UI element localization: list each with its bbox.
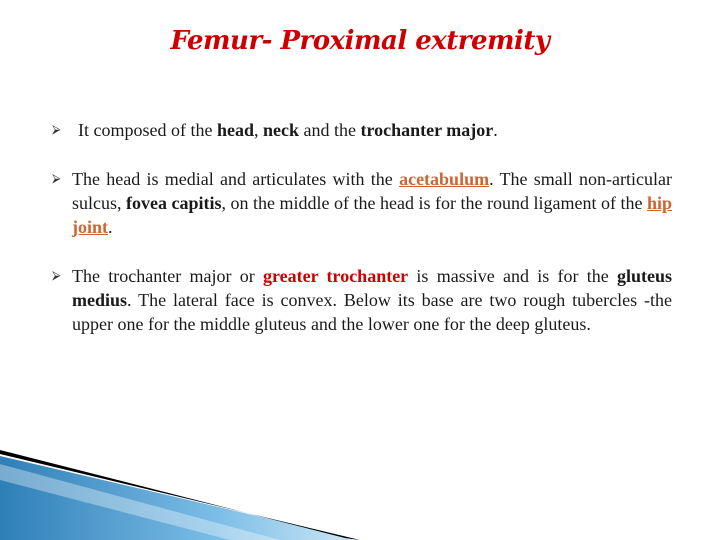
- bullet-item: [52, 167, 672, 239]
- arrow-bullet-icon: ⮚: [52, 268, 61, 282]
- corner-decoration: [0, 450, 360, 540]
- bullet-text: It composed of the head, neck and the trochanter major.: [78, 120, 498, 140]
- hip-joint-link[interactable]: hip joint: [72, 193, 673, 237]
- acetabulum-link[interactable]: acetabulum: [399, 169, 490, 189]
- bullet-text: The head is medial and articulates with the acetabulum. The small non-articular sulcus, fovea capitis, on the middle of the head is for the round ligament of the hip joint.: [72, 169, 673, 237]
- arrow-bullet-icon: ⮚: [52, 171, 61, 185]
- arrow-bullet-icon: ⮚: [52, 122, 61, 136]
- bullet-list: [52, 118, 672, 361]
- bullet-item: [52, 118, 672, 142]
- bullet-text: The trochanter major or greater trochanter is massive and is for the gluteus medius. The lateral face is convex. Below its base are two rough tubercles -the upper one for the middle gluteus and the lower one for the deep gluteus.: [72, 266, 672, 334]
- bullet-item: [52, 264, 672, 336]
- slide-title: Femur- Proximal extremity: [170, 26, 550, 56]
